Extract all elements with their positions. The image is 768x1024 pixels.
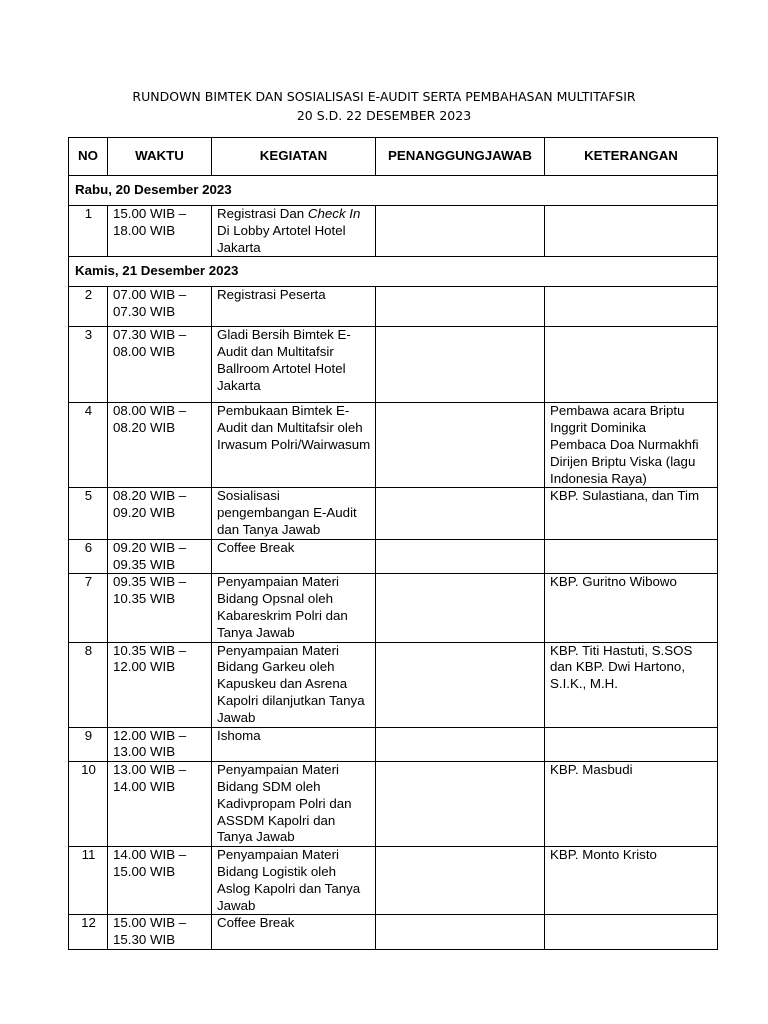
keterangan-line: Pembaca Doa Nurmakhfi: [550, 436, 699, 452]
cell-penanggungjawab: [376, 847, 545, 915]
table-row: [69, 327, 718, 403]
header-kegiatan: KEGIATAN: [212, 138, 376, 176]
rundown-table: [68, 137, 718, 950]
document-date-range: 20 S.D. 22 DESEMBER 2023: [296, 108, 472, 123]
kegiatan-text: Registrasi Dan: [217, 206, 308, 221]
cell-penanggungjawab: [376, 403, 545, 488]
cell-keterangan: KBP. Monto Kristo: [545, 847, 718, 915]
cell-waktu: 09.35 WIB – 10.35 WIB: [108, 574, 212, 642]
cell-waktu: 12.00 WIB – 13.00 WIB: [108, 727, 212, 762]
cell-no: 6: [69, 539, 108, 574]
cell-kegiatan: Gladi Bersih Bimtek E-Audit dan Multitafsir Ballroom Artotel Hotel Jakarta: [212, 327, 376, 403]
header-penanggungjawab: PENANGGUNGJAWAB: [376, 138, 545, 176]
cell-waktu: 15.00 WIB – 15.30 WIB: [108, 915, 212, 950]
header-no: NO: [69, 138, 108, 176]
section-row-kamis: [69, 257, 718, 287]
cell-keterangan: [545, 206, 718, 257]
cell-kegiatan: Sosialisasi pengembangan E-Audit dan Tanya Jawab: [212, 488, 376, 539]
kegiatan-italic-text: Check In: [307, 206, 361, 221]
cell-no: 2: [69, 287, 108, 327]
cell-waktu: 10.35 WIB – 12.00 WIB: [108, 642, 212, 727]
cell-keterangan: KBP. Masbudi: [545, 762, 718, 847]
cell-kegiatan: Ishoma: [212, 727, 376, 762]
table-row: [69, 915, 718, 950]
cell-waktu: 07.00 WIB – 07.30 WIB: [108, 287, 212, 327]
keterangan-line: Pembawa acara Briptu Inggrit Dominika: [550, 403, 685, 436]
document-title: RUNDOWN BIMTEK DAN SOSIALISASI E-AUDIT SERTA PEMBAHASAN MULTITAFSIR: [132, 89, 636, 104]
cell-kegiatan: Registrasi Peserta: [212, 287, 376, 327]
cell-kegiatan: Coffee Break: [212, 539, 376, 574]
cell-penanggungjawab: [376, 206, 545, 257]
cell-penanggungjawab: [376, 642, 545, 727]
table-row: [69, 574, 718, 642]
cell-keterangan: [545, 403, 718, 488]
table-header-row: [69, 138, 718, 176]
cell-no: 10: [69, 762, 108, 847]
header-keterangan: KETERANGAN: [545, 138, 718, 176]
cell-penanggungjawab: [376, 539, 545, 574]
cell-waktu: 08.00 WIB – 08.20 WIB: [108, 403, 212, 488]
cell-penanggungjawab: [376, 762, 545, 847]
header-waktu: WAKTU: [108, 138, 212, 176]
cell-no: 5: [69, 488, 108, 539]
cell-penanggungjawab: [376, 915, 545, 950]
cell-kegiatan: Penyampaian Materi Bidang Opsnal oleh Kabareskrim Polri dan Tanya Jawab: [212, 574, 376, 642]
section-label-kamis: Kamis, 21 Desember 2023: [69, 257, 718, 287]
cell-kegiatan: Pembukaan Bimtek E-Audit dan Multitafsir oleh Irwasum Polri/Wairwasum: [212, 403, 376, 488]
cell-keterangan: [545, 327, 718, 403]
table-row: [69, 762, 718, 847]
table-row: [69, 206, 718, 257]
cell-no: 7: [69, 574, 108, 642]
cell-waktu: 15.00 WIB – 18.00 WIB: [108, 206, 212, 257]
cell-waktu: 09.20 WIB – 09.35 WIB: [108, 539, 212, 574]
cell-waktu: 07.30 WIB – 08.00 WIB: [108, 327, 212, 403]
cell-no: 4: [69, 403, 108, 488]
cell-penanggungjawab: [376, 287, 545, 327]
table-row: [69, 287, 718, 327]
section-row-rabu: [69, 176, 718, 206]
cell-waktu: 13.00 WIB – 14.00 WIB: [108, 762, 212, 847]
cell-penanggungjawab: [376, 327, 545, 403]
cell-penanggungjawab: [376, 727, 545, 762]
cell-keterangan: KBP. Sulastiana, dan Tim: [545, 488, 718, 539]
cell-kegiatan: [212, 206, 376, 257]
cell-keterangan: KBP. Titi Hastuti, S.SOS dan KBP. Dwi Hartono, S.I.K., M.H.: [545, 642, 718, 727]
cell-kegiatan: Penyampaian Materi Bidang Logistik oleh Aslog Kapolri dan Tanya Jawab: [212, 847, 376, 915]
cell-no: 3: [69, 327, 108, 403]
cell-waktu: 14.00 WIB – 15.00 WIB: [108, 847, 212, 915]
cell-kegiatan: Coffee Break: [212, 915, 376, 950]
cell-keterangan: KBP. Guritno Wibowo: [545, 574, 718, 642]
cell-kegiatan: Penyampaian Materi Bidang SDM oleh Kadivpropam Polri dan ASSDM Kapolri dan Tanya Jawab: [212, 762, 376, 847]
table-row: [69, 847, 718, 915]
cell-penanggungjawab: [376, 488, 545, 539]
table-row: [69, 488, 718, 539]
table-row: [69, 727, 718, 762]
section-label-rabu: Rabu, 20 Desember 2023: [69, 176, 718, 206]
cell-keterangan: [545, 727, 718, 762]
cell-kegiatan: Penyampaian Materi Bidang Garkeu oleh Kapuskeu dan Asrena Kapolri dilanjutkan Tanya Jawab: [212, 642, 376, 727]
cell-no: 1: [69, 206, 108, 257]
table-row: [69, 539, 718, 574]
kegiatan-text: Di Lobby Artotel Hotel Jakarta: [217, 222, 346, 255]
cell-keterangan: [545, 539, 718, 574]
cell-keterangan: [545, 915, 718, 950]
cell-no: 11: [69, 847, 108, 915]
table-row: [69, 642, 718, 727]
cell-keterangan: [545, 287, 718, 327]
cell-no: 9: [69, 727, 108, 762]
cell-no: 12: [69, 915, 108, 950]
cell-waktu: 08.20 WIB – 09.20 WIB: [108, 488, 212, 539]
cell-no: 8: [69, 642, 108, 727]
keterangan-line: Dirijen Briptu Viska (lagu Indonesia Raya): [550, 453, 696, 486]
cell-penanggungjawab: [376, 574, 545, 642]
table-row: [69, 403, 718, 488]
